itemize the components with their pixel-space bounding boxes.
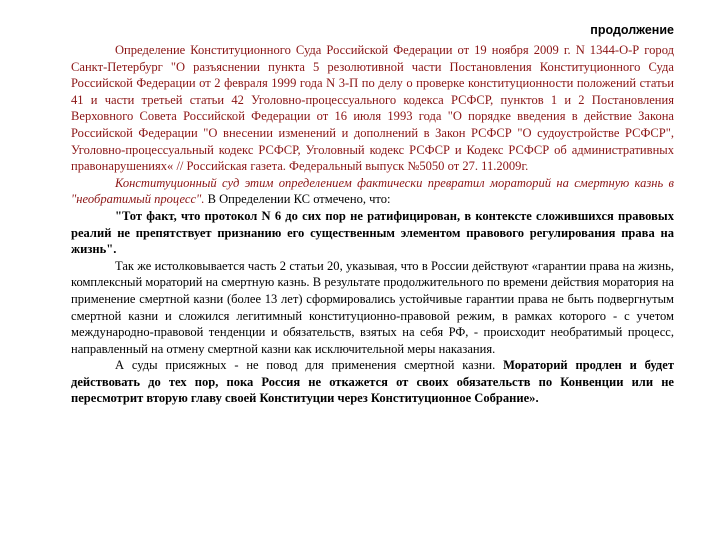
document-body xyxy=(71,42,674,407)
ruling-summary-rest: В Определении КС отмечено, что: xyxy=(204,192,391,207)
ruling-summary-italic: Конституционный суд этим определением фактически превратил мораторий на смертную казнь в "необратимый процесс". xyxy=(71,175,674,207)
conclusion-plain: А суды присяжных - не повод для применения смертной казни. xyxy=(115,358,496,373)
document-page xyxy=(71,0,674,540)
continuation-label: продолжение xyxy=(590,23,674,37)
conclusion-bold: Мораторий продлен и будет действовать до тех пор, пока Россия не откажется от своих обязательств по Конвенции или не пересмотрит вторую главу своей Конституции через Конституционное Собрание». xyxy=(71,358,674,406)
court-ruling-citation: Определение Конституционного Суда Российской Федерации от 19 ноября 2009 г. N 1344-О-Р город Санкт-Петербург "О разъяснении пункта 5 резолютивной части Постановления Конституционного Суда Российской Федерации от 2 февраля 1999 года N 3-П по делу о проверке конституционности положений статьи 41 и части третьей статьи 42 Уголовно-процессуального кодекса РСФСР, пунктов 1 и 2 Постановления Верховного Совета Российской Федерации от 16 июля 1993 года "О порядке введения в действие Закона Российской Федерации "О внесении изменений и дополнений в Закон РСФСР "О судоустройстве РСФСР", Уголовно-процессуальный кодекс РСФСР, Уголовный кодекс РСФСР и Кодекс РСФСР об административных правонарушениях« // Российская газета. Федеральный выпуск №5050 от 27. 11.2009г. xyxy=(71,43,674,174)
ruling-summary-paragraph xyxy=(71,175,674,208)
article-interpretation-paragraph: Так же истолковывается часть 2 статьи 20, указывая, что в России действуют «гарантии права на жизнь, комплексный мораторий на смертную казнь. В результате продолжительного по времени действия моратория на применение смертной казни (более 13 лет) сформировались устойчивые гарантии права не быть подвергнутым смертной казни и сложился легитимный конституционно-правовой режим, в рамках которого - с учетом международно-правовой тенденции и обязательств, взятых на себя РФ, - происходит необратимый процесс, направленный на отмену смертной казни как исключительной меры наказания. xyxy=(71,258,674,356)
conclusion-paragraph xyxy=(71,357,674,407)
protocol-quote: "Тот факт, что протокол N 6 до сих пор не ратифицирован, в контексте сложившихся правовых реалий не препятствует признанию его существенным элементом правового регулирования права на жизнь". xyxy=(71,208,674,257)
